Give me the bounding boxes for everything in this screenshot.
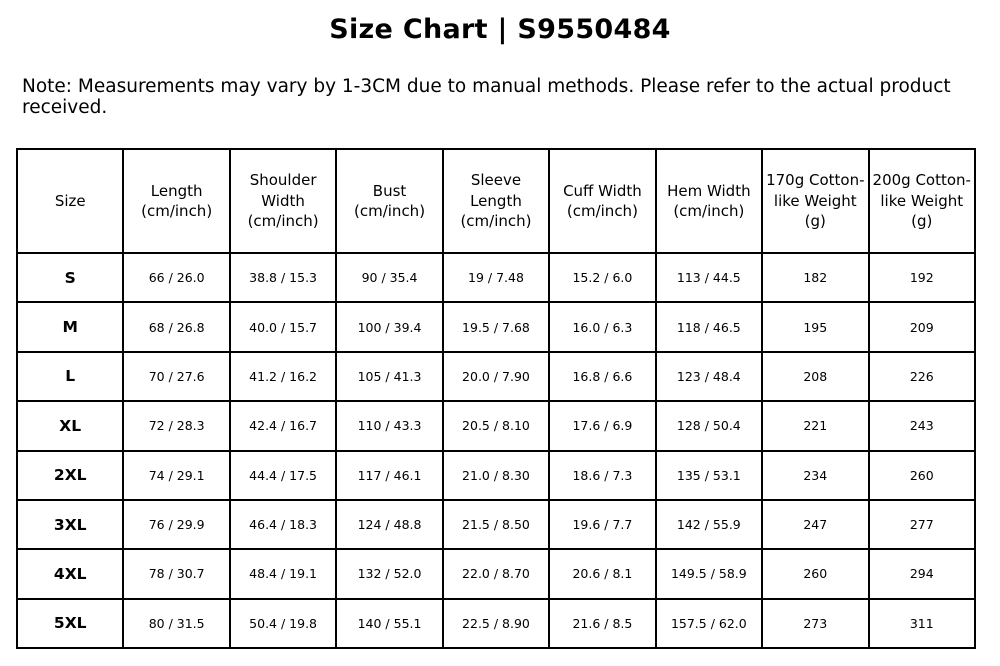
table-row bbox=[17, 302, 975, 351]
table-body bbox=[17, 253, 975, 648]
cell-bust: 117 / 46.1 bbox=[336, 451, 442, 500]
cell-shoulder-width: 48.4 / 19.1 bbox=[230, 549, 336, 598]
cell-cuff-width: 17.6 / 6.9 bbox=[549, 401, 655, 450]
cell-size: M bbox=[17, 302, 123, 351]
cell-bust: 100 / 39.4 bbox=[336, 302, 442, 351]
cell-shoulder-width: 38.8 / 15.3 bbox=[230, 253, 336, 302]
header-200g-weight: 200g Cotton-like Weight (g) bbox=[869, 149, 976, 253]
cell-170g-weight: 273 bbox=[762, 599, 868, 648]
cell-sleeve-length: 20.5 / 8.10 bbox=[443, 401, 549, 450]
cell-size: 4XL bbox=[17, 549, 123, 598]
cell-shoulder-width: 41.2 / 16.2 bbox=[230, 352, 336, 401]
measurement-note: Note: Measurements may vary by 1-3CM due to manual methods. Please refer to the actual product received. bbox=[22, 76, 951, 118]
cell-hem-width: 118 / 46.5 bbox=[656, 302, 762, 351]
cell-sleeve-length: 22.5 / 8.90 bbox=[443, 599, 549, 648]
cell-hem-width: 128 / 50.4 bbox=[656, 401, 762, 450]
cell-hem-width: 142 / 55.9 bbox=[656, 500, 762, 549]
cell-sleeve-length: 21.5 / 8.50 bbox=[443, 500, 549, 549]
cell-shoulder-width: 40.0 / 15.7 bbox=[230, 302, 336, 351]
table-row bbox=[17, 253, 975, 302]
header-cuff-width: Cuff Width (cm/inch) bbox=[549, 149, 655, 253]
cell-sleeve-length: 19 / 7.48 bbox=[443, 253, 549, 302]
cell-size: 5XL bbox=[17, 599, 123, 648]
cell-shoulder-width: 42.4 / 16.7 bbox=[230, 401, 336, 450]
cell-bust: 90 / 35.4 bbox=[336, 253, 442, 302]
cell-200g-weight: 226 bbox=[869, 352, 976, 401]
cell-170g-weight: 247 bbox=[762, 500, 868, 549]
page-title: Size Chart | S9550484 bbox=[329, 14, 671, 45]
cell-length: 74 / 29.1 bbox=[123, 451, 229, 500]
cell-sleeve-length: 21.0 / 8.30 bbox=[443, 451, 549, 500]
cell-bust: 105 / 41.3 bbox=[336, 352, 442, 401]
cell-170g-weight: 234 bbox=[762, 451, 868, 500]
table-row bbox=[17, 599, 975, 648]
cell-hem-width: 123 / 48.4 bbox=[656, 352, 762, 401]
cell-cuff-width: 16.0 / 6.3 bbox=[549, 302, 655, 351]
cell-sleeve-length: 20.0 / 7.90 bbox=[443, 352, 549, 401]
cell-200g-weight: 192 bbox=[869, 253, 976, 302]
cell-sleeve-length: 22.0 / 8.70 bbox=[443, 549, 549, 598]
header-sleeve-length: Sleeve Length (cm/inch) bbox=[443, 149, 549, 253]
header-hem-width: Hem Width (cm/inch) bbox=[656, 149, 762, 253]
table-row bbox=[17, 549, 975, 598]
cell-length: 68 / 26.8 bbox=[123, 302, 229, 351]
cell-cuff-width: 16.8 / 6.6 bbox=[549, 352, 655, 401]
cell-bust: 140 / 55.1 bbox=[336, 599, 442, 648]
cell-170g-weight: 195 bbox=[762, 302, 868, 351]
cell-size: 3XL bbox=[17, 500, 123, 549]
cell-170g-weight: 182 bbox=[762, 253, 868, 302]
table-row bbox=[17, 401, 975, 450]
table-row bbox=[17, 500, 975, 549]
size-chart-table bbox=[16, 148, 976, 649]
cell-size: S bbox=[17, 253, 123, 302]
cell-170g-weight: 260 bbox=[762, 549, 868, 598]
cell-cuff-width: 15.2 / 6.0 bbox=[549, 253, 655, 302]
cell-length: 72 / 28.3 bbox=[123, 401, 229, 450]
cell-shoulder-width: 44.4 / 17.5 bbox=[230, 451, 336, 500]
cell-shoulder-width: 46.4 / 18.3 bbox=[230, 500, 336, 549]
table-row bbox=[17, 451, 975, 500]
cell-hem-width: 113 / 44.5 bbox=[656, 253, 762, 302]
cell-bust: 124 / 48.8 bbox=[336, 500, 442, 549]
cell-cuff-width: 19.6 / 7.7 bbox=[549, 500, 655, 549]
cell-size: 2XL bbox=[17, 451, 123, 500]
cell-cuff-width: 21.6 / 8.5 bbox=[549, 599, 655, 648]
cell-200g-weight: 243 bbox=[869, 401, 976, 450]
cell-bust: 110 / 43.3 bbox=[336, 401, 442, 450]
cell-length: 80 / 31.5 bbox=[123, 599, 229, 648]
cell-hem-width: 149.5 / 58.9 bbox=[656, 549, 762, 598]
cell-shoulder-width: 50.4 / 19.8 bbox=[230, 599, 336, 648]
cell-cuff-width: 18.6 / 7.3 bbox=[549, 451, 655, 500]
cell-200g-weight: 294 bbox=[869, 549, 976, 598]
cell-200g-weight: 209 bbox=[869, 302, 976, 351]
table-header bbox=[17, 149, 975, 253]
cell-bust: 132 / 52.0 bbox=[336, 549, 442, 598]
cell-length: 78 / 30.7 bbox=[123, 549, 229, 598]
cell-length: 66 / 26.0 bbox=[123, 253, 229, 302]
header-length: Length (cm/inch) bbox=[123, 149, 229, 253]
cell-200g-weight: 260 bbox=[869, 451, 976, 500]
cell-length: 76 / 29.9 bbox=[123, 500, 229, 549]
cell-170g-weight: 221 bbox=[762, 401, 868, 450]
table-row bbox=[17, 352, 975, 401]
cell-size: XL bbox=[17, 401, 123, 450]
cell-200g-weight: 277 bbox=[869, 500, 976, 549]
cell-sleeve-length: 19.5 / 7.68 bbox=[443, 302, 549, 351]
header-size: Size bbox=[17, 149, 123, 253]
cell-hem-width: 135 / 53.1 bbox=[656, 451, 762, 500]
cell-hem-width: 157.5 / 62.0 bbox=[656, 599, 762, 648]
cell-cuff-width: 20.6 / 8.1 bbox=[549, 549, 655, 598]
header-170g-weight: 170g Cotton-like Weight (g) bbox=[762, 149, 868, 253]
header-bust: Bust (cm/inch) bbox=[336, 149, 442, 253]
cell-170g-weight: 208 bbox=[762, 352, 868, 401]
cell-length: 70 / 27.6 bbox=[123, 352, 229, 401]
cell-size: L bbox=[17, 352, 123, 401]
header-row bbox=[17, 149, 975, 253]
header-shoulder-width: Shoulder Width (cm/inch) bbox=[230, 149, 336, 253]
cell-200g-weight: 311 bbox=[869, 599, 976, 648]
